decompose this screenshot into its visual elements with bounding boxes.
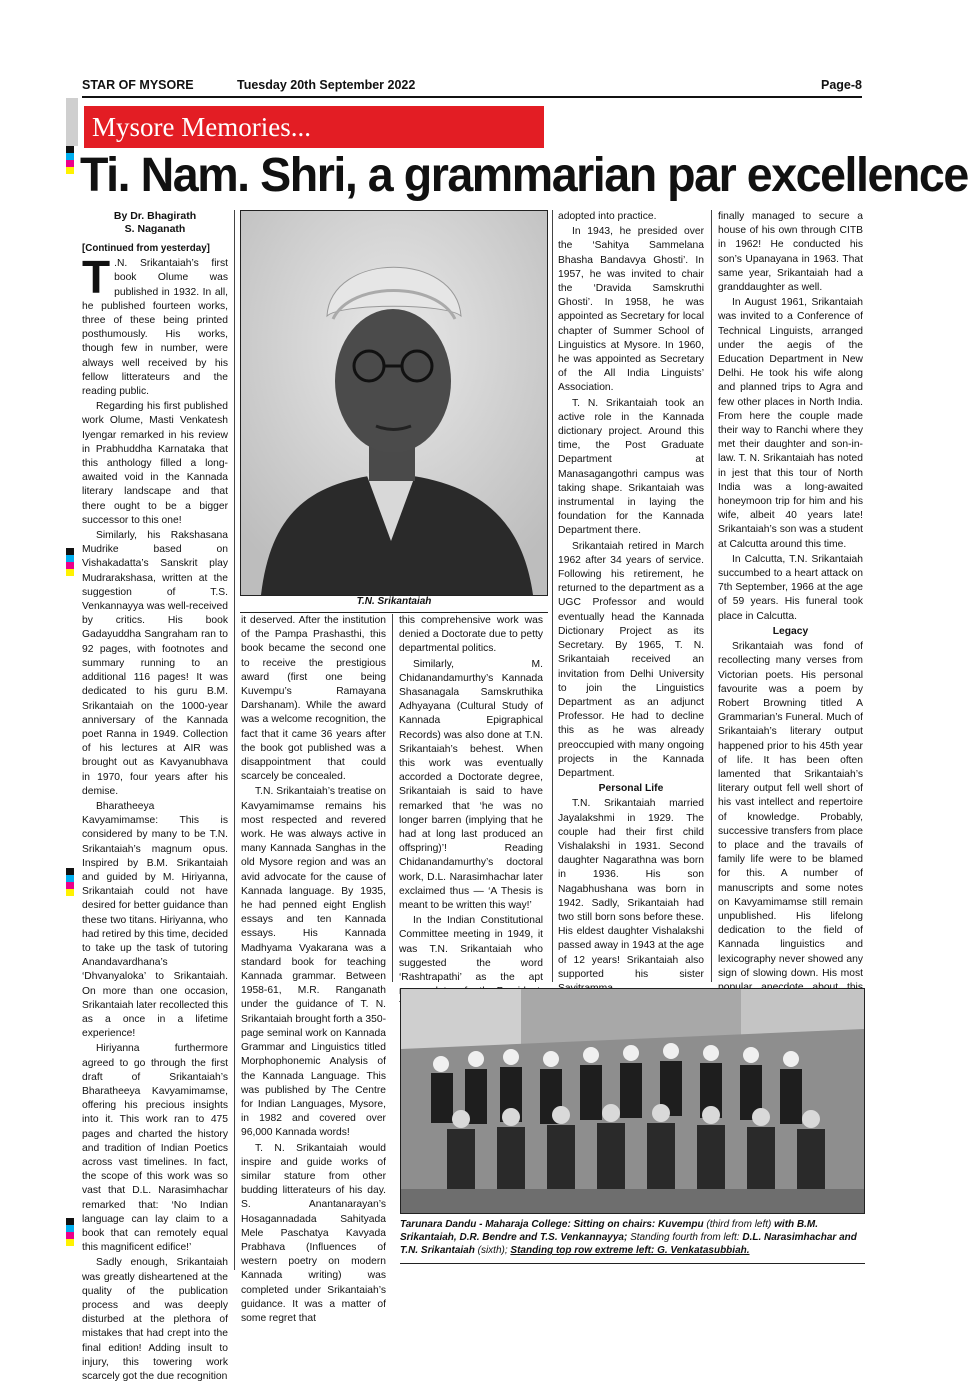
paragraph: Bharatheeya Kavyamimamse: This is considered by many to be T.N. Srikantaiah’s magnum opus. Inspired by B.M. Srikantaiah and guided by M. Hiriyanna, Srikantaiah could not have desired for better guidance than these two titans. Hiriyanna, who had retired by this time, decided to take up the task of tutoring Anandavardhana’s ‘Dhvanyaloka’ to Srikantaiah. On more than one occasion, Srikantaiah later recollected this as a once in a lifetime experience! xyxy=(82,800,228,1040)
paragraph: it deserved. After the institution of the Pampa Prashasthi, this book became the second one to receive the prestigious award (first one being Kuvempu’s Ramayana Darshanam). While the award was a welcome recognition, the fact that it came 36 years after the book got published was a disappointment that could scarcely be concealed. xyxy=(241,615,386,783)
article-column-3 xyxy=(399,614,543,986)
article-column-2 xyxy=(241,614,386,1324)
page-number: Page-8 xyxy=(821,78,862,92)
byline: By Dr. Bhagirath S. Naganath xyxy=(113,210,197,235)
subheading-personal-life: Personal Life xyxy=(598,783,664,795)
print-color-marks xyxy=(66,146,74,174)
article-headline: Ti. Nam. Shri, a grammarian par excellence xyxy=(80,149,968,202)
paragraph: Sadly enough, Srikantaiah was greatly disheartened at the quality of the publication process and was deeply disturbed at the plethora of mistakes that had crept into the final edition! Adding insult to injury, this towering work scarcely got the due recognition xyxy=(82,1257,228,1383)
paragraph: Srikantaiah retired in March 1962 after 34 years of service. Following his retirement, he returned to the department as a UGC Professor and would eventually head the Kannada Dictionary Project as its Secretary. By 1965, T. N. Srikantaiah received an invitation from Delhi University to join the Linguistics Department as an adjunct Professor. He had to decline this as he was already preoccupied with many ongoing projects in the Kannada Department. xyxy=(558,540,704,779)
article-column-4 xyxy=(558,210,704,984)
group-photo-caption: Tarunara Dandu - Maharaja College: Sitting on chairs: Kuvempu (third from left) with B.M. Srikantaiah, D.R. Bendre and T.S. Venkannayya; Standing fourth from left: D.L. Narasimhachar and T.N. Srikantaiah (sixth); Standing top row extreme left: G. Venkatasubbiah. xyxy=(400,1219,857,1256)
section-banner: Mysore Memories... xyxy=(84,106,544,148)
print-color-marks xyxy=(66,1218,74,1246)
paragraph: Similarly, M. Chidanandamurthy’s Kannada Shasanagala Samskruthika Adhyayana (Cultural Study of Kannada Epigraphical Records) was also done at T.N. Srikantaiah’s behest. When this work was eventually accorded a Doctorate degree, Srikantaiah is said to have remarked that ‘he was no longer barren (implying that he had at long last produced an offspring)’! Reading Chidanandamurthy’s doctoral work, D.L. Narasimhachar later exclaimed thus — ‘A Thesis is meant to be written this way!’ xyxy=(399,658,543,912)
paragraph: Regarding his first published work Olume, Masti Venkatesh Iyengar remarked in his review in Prabhuddha Karnataka that this anthology filled a long-awaited void in the Kannada literary landscape and that there ought to be a bigger successor to this one! xyxy=(82,401,228,526)
drop-cap: T xyxy=(82,251,111,304)
paragraph: finally managed to secure a house of his own through CITB in 1962! He conducted his son’s Upanayana in 1963. That same year, Srikantaiah had a granddaughter as well. xyxy=(718,211,863,294)
paragraph: T .N. Srikantaiah’s first book Olume was published in 1932. In all, he published fourteen works, three of these being printed posthumously. His works, though few in number, were always well received by his fellow litterateurs and the reading public. xyxy=(82,251,228,398)
newspaper-name: STAR OF MYSORE xyxy=(82,78,194,92)
paragraph: In Calcutta, T.N. Srikantaiah succumbed to a heart attack on 7th September, 1966 at the age of 59 years. His funeral took place in Calcutta. xyxy=(718,553,863,622)
article-column-1 xyxy=(82,210,228,1383)
issue-date: Tuesday 20th September 2022 xyxy=(237,78,416,92)
paragraph: adopted into practice. xyxy=(558,211,657,222)
paragraph: Srikantaiah was fond of recollecting many verses from Victorian poets. His personal favourite was a poem by Robert Browning titled A Grammarian’s Funeral. Much of Srikantaiah’s literary output happened prior to his 45th year of life. It has been often lamented that Srikantaiah’s literary output fell well short of his vast intellect and repertoire of knowledge. Probably, successive transfers from place to place and the travails of family life were to be blamed for this. A number of manuscripts and some notes on Kavyamimamse still remain unpublished. His lifelong dedication to the field of Kannada linguistics and lexicography never showed any sign of slowing down. His most xyxy=(718,641,863,979)
print-color-marks xyxy=(66,548,74,576)
paragraph: this comprehensive work was denied a Doctorate due to petty departmental politics. xyxy=(399,615,543,655)
portrait-caption: T.N. Srikantaiah xyxy=(240,596,548,613)
paragraph: In 1943, he presided over the ‘Sahitya Sammelana Bhasha Bandavya Ghosti’. In 1957, he was invited to chair the ‘Dravida Samskruthi Ghosti’. In 1958, he was appointed as Secretary for local chapter of Summer School of Linguistics at Mysore. In 1960, he was appointed as Secretary of the All India Linguists’ Association. xyxy=(558,226,704,394)
group-photo-maharaja-college xyxy=(400,988,865,1214)
paragraph: In the Indian Constitutional Committee meeting in 1949, it was T.N. Srikantaiah who suggested the word ‘Rashtrapathi’ as the apt xyxy=(399,915,543,984)
paragraph: T. N. Srikantaiah took an active role in the Kannada dictionary project. Around this time, the Post Graduate Department at Manasagangothri campus was taking shape. Srikantaiah was instrumental in laying the foundation for the Kannada Department there. xyxy=(558,397,704,537)
continued-note: [Continued from yesterday] xyxy=(82,243,210,254)
page-header xyxy=(82,78,862,96)
caption-rule xyxy=(400,1263,865,1264)
gray-sidebar-accent xyxy=(66,98,78,146)
paragraph: Hiriyanna furthermore agreed to go through the first draft of Srikantaiah’s Bharatheeya Kavyamimamse, offering his precious insights into it. This work ran to 475 pages and charted the history and tradition of Indian Poetics across vast timelines. In fact, the scope of this work was so vast that D.L. Narasimhachar remarked that: ‘No Indian language can lay claim to a book that can remotely equal this magnificent edifice!’ xyxy=(82,1043,228,1254)
paragraph: T.N. Srikantaiah’s treatise on Kavyamimamse remains his most respected and revered work. He was always active in many Kannada Sanghas in the old Mysore region and was an avid advocate for the cause of Kannada language. By 1935, he had penned eight English essays and ten Kannada essays. His Kannada Madhyama Vyakarana was a standard book for teaching Kannada grammar. Between 1958-61, M.R. Ranganath under the guidance of T. N. Srikantaiah brought forth a 350-page seminal work on Kannada Grammar and Linguistics titled Morphophonemic Analysis of the Kannada Language. This was published by The Centre for Indian Languages, Mysore, in 1982 and covered over 96,000 Kannada words! xyxy=(241,786,386,1139)
paragraph: Similarly, his Rakshasana Mudrike based on Vishakadatta’s Sanskrit play Mudrarakshasa, written at the suggestion of T.S. Venkannayya was well-received by critics. His book Gadayuddha Sangraham ran to 92 pages, with footnotes and summary running to an additional 116 pages! It was dedicated to his guru B.M. Srikantaiah on the 1000-year anniversary of the Kannada poet Ranna in 1949. Collection of his lectures at AIR was brought out as Kavyanubhava in 1970, four years after his demise. xyxy=(82,530,228,797)
group-photo-image xyxy=(401,989,864,1213)
header-rule xyxy=(82,96,862,98)
column-divider xyxy=(711,210,712,982)
paragraph: T.N. Srikantaiah married Jayalakshmi in 1929. The couple had their first child Vishalakshi in 1931. Second daughter Nagarathna was born in 1936. His son Nagabhushana was born in 1942. Sadly, Srikantaiah had two still born sons before these. His eldest daughter Vishalakshi passed away in 1943 at the age of 12 years! Srikantaiah also supported his sister xyxy=(558,798,704,980)
portrait-photo-tn-srikantaiah xyxy=(240,210,548,596)
column-divider xyxy=(552,210,553,982)
portrait-image xyxy=(241,211,547,595)
paragraph: T. N. Srikantaiah would inspire and guide works of similar stature from other budding litterateurs of his day. S. Anantanarayan’s Hosagannadada Sahityada Mele Paschatya Kavyada Prabhava (Influences of western poetry on modern Kannada writing) was completed under Srikantaiah’s guidance. It was a matter of some regret that xyxy=(241,1142,386,1324)
column-divider xyxy=(392,614,393,982)
paragraph: In August 1961, Srikantaiah was invited to a Conference of Technical Linguists, arranged under the aegis of the Education Department in New Delhi. He took his wife along and planned trips to Agra and few other places in North India. From here the couple made their way to Ranchi where they met their daughter and son-in-law. T. N. Srikantaiah has noted in jest that this tour of North India was a long-awaited honeymoon trip for him and his wife, albeit 40 years late! Srikantaiah’s son was a student at Calcutta around this time. xyxy=(718,297,863,550)
print-color-marks xyxy=(66,868,74,896)
article-column-5 xyxy=(718,210,863,984)
subheading-legacy: Legacy xyxy=(772,625,809,637)
column-divider xyxy=(234,210,235,1270)
